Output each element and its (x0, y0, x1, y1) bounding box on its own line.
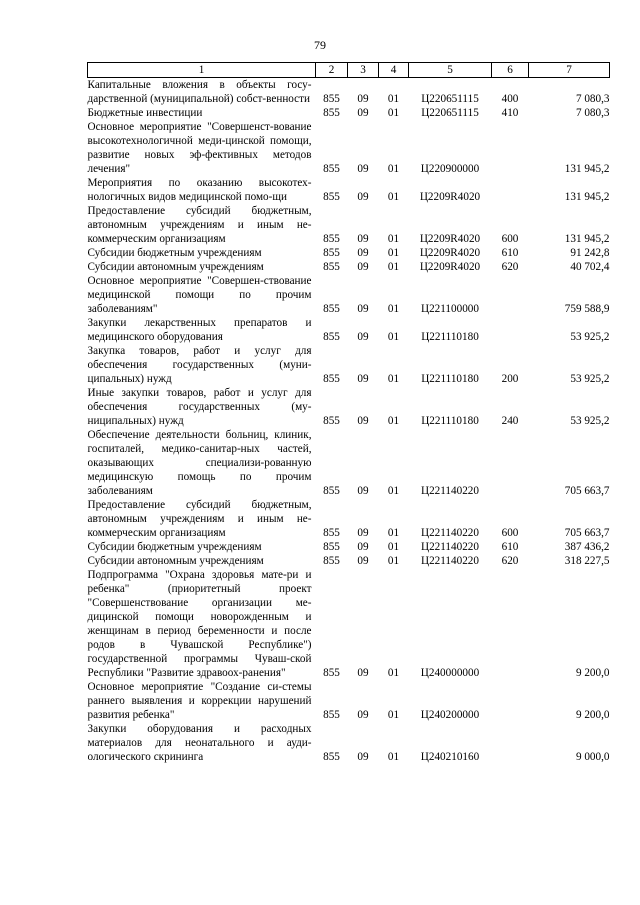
row-name: Субсидии автономным учреждениям (87, 555, 264, 567)
row-expense-type: 400 (501, 93, 519, 105)
row-name: Субсидии автономным учреждениям (87, 261, 264, 273)
row-amount: 131 945,2 (564, 233, 610, 245)
row-subsection: 01 (387, 191, 400, 203)
row-expense-type (492, 680, 529, 722)
row-subsection: 01 (387, 555, 400, 567)
row-name: Субсидии бюджетным учреждениям (87, 247, 262, 259)
row-section: 09 (357, 261, 369, 273)
table-row (88, 316, 610, 344)
row-expense-type (492, 428, 529, 498)
row-subsection: 01 (387, 247, 400, 259)
table-row (88, 680, 610, 722)
row-section: 09 (357, 93, 369, 105)
row-amount: 387 436,2 (564, 541, 610, 553)
row-target-code: Ц221110180 (421, 373, 479, 385)
row-section: 09 (357, 247, 369, 259)
budget-table (87, 62, 610, 764)
row-section: 09 (357, 527, 369, 539)
row-expense-type: 200 (501, 373, 519, 385)
row-subsection: 01 (387, 527, 400, 539)
row-name: Мероприятия по оказанию высокотех-нологичных видов медицинской помо-щи (87, 177, 312, 203)
row-admin-code: 855 (323, 233, 340, 245)
table-row (88, 568, 610, 680)
row-target-code: Ц221140220 (420, 555, 479, 567)
row-expense-type: 600 (501, 233, 519, 245)
row-target-code: Ц221140220 (420, 527, 479, 539)
row-section: 09 (357, 541, 369, 553)
row-amount: 131 945,2 (564, 191, 610, 203)
row-target-code: Ц240000000 (420, 667, 480, 679)
row-section: 09 (357, 709, 369, 721)
row-target-code: Ц221110180 (421, 331, 479, 343)
row-admin-code: 855 (323, 373, 340, 385)
row-admin-code: 855 (323, 709, 340, 721)
row-target-code: Ц240200000 (420, 709, 480, 721)
row-section: 09 (357, 373, 369, 385)
row-section: 09 (357, 485, 369, 497)
row-name: Предоставление субсидий бюджетным, автономным учреждениям и иным не-коммерческим организациям (87, 205, 312, 245)
row-admin-code: 855 (323, 555, 340, 567)
row-amount: 9 000,0 (575, 751, 610, 763)
row-section: 09 (357, 233, 369, 245)
row-amount: 40 702,4 (570, 261, 610, 273)
table-row (88, 722, 610, 764)
row-name: Основное мероприятие "Совершенст-вование высокотехнологичной меди-цинской помощи, развитие новых эф-фективных методов лечения" (87, 121, 312, 175)
row-amount: 131 945,2 (564, 163, 610, 175)
column-header: 3 (348, 63, 379, 78)
row-subsection: 01 (387, 415, 400, 427)
table-row (88, 554, 610, 568)
row-admin-code: 855 (323, 191, 340, 203)
table-body (88, 78, 610, 765)
row-amount: 7 080,3 (575, 107, 610, 119)
row-admin-code: 855 (323, 107, 340, 119)
row-expense-type (492, 316, 529, 344)
row-expense-type: 610 (501, 247, 519, 259)
column-header: 2 (316, 63, 348, 78)
row-amount: 53 925,2 (570, 373, 610, 385)
row-amount: 9 200,0 (575, 709, 610, 721)
row-name: Бюджетные инвестиции (87, 107, 203, 119)
row-expense-type: 410 (501, 107, 519, 119)
row-target-code: Ц220651115 (421, 93, 479, 105)
row-subsection: 01 (387, 233, 400, 245)
table-row (88, 540, 610, 554)
row-subsection: 01 (387, 751, 400, 763)
row-admin-code: 855 (323, 541, 340, 553)
row-section: 09 (357, 191, 369, 203)
row-amount: 318 227,5 (564, 555, 610, 567)
row-amount: 705 663,7 (564, 527, 610, 539)
row-name: Закупки лекарственных препаратов и медицинского оборудования (87, 317, 312, 343)
row-name: Обеспечение деятельности больниц, клиник, госпиталей, медико-санитар-ных частей, оказывающих специализи-рованную медицинскую помощь по прочим заболеваниям (87, 429, 312, 497)
header-row (88, 63, 610, 78)
row-section: 09 (357, 303, 369, 315)
row-expense-type (492, 120, 529, 176)
row-target-code: Ц2209R4020 (419, 247, 481, 259)
column-header: 1 (88, 63, 316, 78)
row-amount: 759 588,9 (564, 303, 610, 315)
row-target-code: Ц221140220 (420, 541, 479, 553)
row-expense-type: 610 (501, 541, 519, 553)
table-row (88, 120, 610, 176)
row-target-code: Ц221140220 (420, 485, 479, 497)
row-amount: 53 925,2 (570, 415, 610, 427)
row-section: 09 (357, 751, 369, 763)
row-section: 09 (357, 331, 369, 343)
column-header: 5 (409, 63, 492, 78)
row-section: 09 (357, 667, 369, 679)
row-expense-type (492, 274, 529, 316)
row-name: Закупка товаров, работ и услуг для обеспечения государственных (муни-ципальных) нужд (87, 345, 312, 385)
row-expense-type: 600 (501, 527, 519, 539)
row-amount: 705 663,7 (564, 485, 610, 497)
row-admin-code: 855 (323, 527, 340, 539)
row-admin-code: 855 (323, 331, 340, 343)
row-target-code: Ц2209R4020 (419, 261, 481, 273)
row-target-code: Ц2209R4020 (419, 191, 481, 203)
row-subsection: 01 (387, 107, 400, 119)
row-name: Закупки оборудования и расходных материалов для неонатального и ауди-ологического скрининга (87, 723, 312, 763)
row-amount: 53 925,2 (570, 331, 610, 343)
row-target-code: Ц240210160 (420, 751, 480, 763)
row-target-code: Ц221110180 (421, 415, 479, 427)
row-section: 09 (357, 163, 369, 175)
row-subsection: 01 (387, 331, 400, 343)
row-admin-code: 855 (323, 303, 340, 315)
row-expense-type (492, 176, 529, 204)
table-row (88, 246, 610, 260)
column-header: 4 (379, 63, 409, 78)
row-admin-code: 855 (323, 667, 340, 679)
table-row (88, 106, 610, 120)
row-subsection: 01 (387, 163, 400, 175)
row-target-code: Ц221100000 (420, 303, 479, 315)
row-admin-code: 855 (323, 261, 340, 273)
table-row (88, 344, 610, 386)
row-subsection: 01 (387, 709, 400, 721)
table-row (88, 204, 610, 246)
row-name: Основное мероприятие "Совершен-ствование медицинской помощи по прочим заболеваниям" (87, 275, 312, 315)
table-row (88, 386, 610, 428)
row-subsection: 01 (387, 373, 400, 385)
row-target-code: Ц2209R4020 (419, 233, 481, 245)
page-number: 79 (314, 38, 326, 52)
row-name: Субсидии бюджетным учреждениям (87, 541, 262, 553)
row-target-code: Ц220900000 (420, 163, 480, 175)
row-name: Иные закупки товаров, работ и услуг для обеспечения государственных (му-ниципальных) нужд (87, 387, 312, 427)
row-admin-code: 855 (323, 163, 340, 175)
row-section: 09 (357, 415, 369, 427)
row-target-code: Ц220651115 (421, 107, 479, 119)
row-admin-code: 855 (323, 247, 340, 259)
row-subsection: 01 (387, 261, 400, 273)
column-header: 7 (529, 63, 610, 78)
row-subsection: 01 (387, 541, 400, 553)
row-name: Капитальные вложения в объекты госу-дарственной (муниципальной) собст-венности (87, 79, 312, 105)
table-row (88, 176, 610, 204)
row-name: Подпрограмма "Охрана здоровья мате-ри и ребенка" (приоритетный проект "Совершенствование организации ме-дицинской помощи новорожденным и женщинам в период беременности и после родов в Чувашской Республике") государственной программы Чуваш-ской Республики "Развитие здравоох-ранения" (87, 569, 312, 679)
row-amount: 91 242,8 (570, 247, 610, 259)
row-name: Основное мероприятие "Создание си-стемы раннего выявления и коррекции нарушений развития ребенка" (87, 681, 312, 721)
row-admin-code: 855 (323, 415, 340, 427)
column-header: 6 (492, 63, 529, 78)
row-section: 09 (357, 107, 369, 119)
table-row (88, 274, 610, 316)
table-row (88, 260, 610, 274)
row-expense-type: 620 (501, 555, 519, 567)
row-subsection: 01 (387, 485, 400, 497)
row-admin-code: 855 (323, 485, 340, 497)
row-admin-code: 855 (323, 751, 340, 763)
table-row (88, 428, 610, 498)
row-expense-type: 240 (501, 415, 519, 427)
row-expense-type (492, 722, 529, 764)
table-row (88, 78, 610, 107)
row-name: Предоставление субсидий бюджетным, автономным учреждениям и иным не-коммерческим организациям (87, 499, 312, 539)
row-subsection: 01 (387, 667, 400, 679)
row-amount: 7 080,3 (575, 93, 610, 105)
table-row (88, 498, 610, 540)
row-amount: 9 200,0 (575, 667, 610, 679)
row-subsection: 01 (387, 303, 400, 315)
row-admin-code: 855 (323, 93, 340, 105)
row-expense-type: 620 (501, 261, 519, 273)
row-subsection: 01 (387, 93, 400, 105)
row-expense-type (492, 568, 529, 680)
row-section: 09 (357, 555, 369, 567)
